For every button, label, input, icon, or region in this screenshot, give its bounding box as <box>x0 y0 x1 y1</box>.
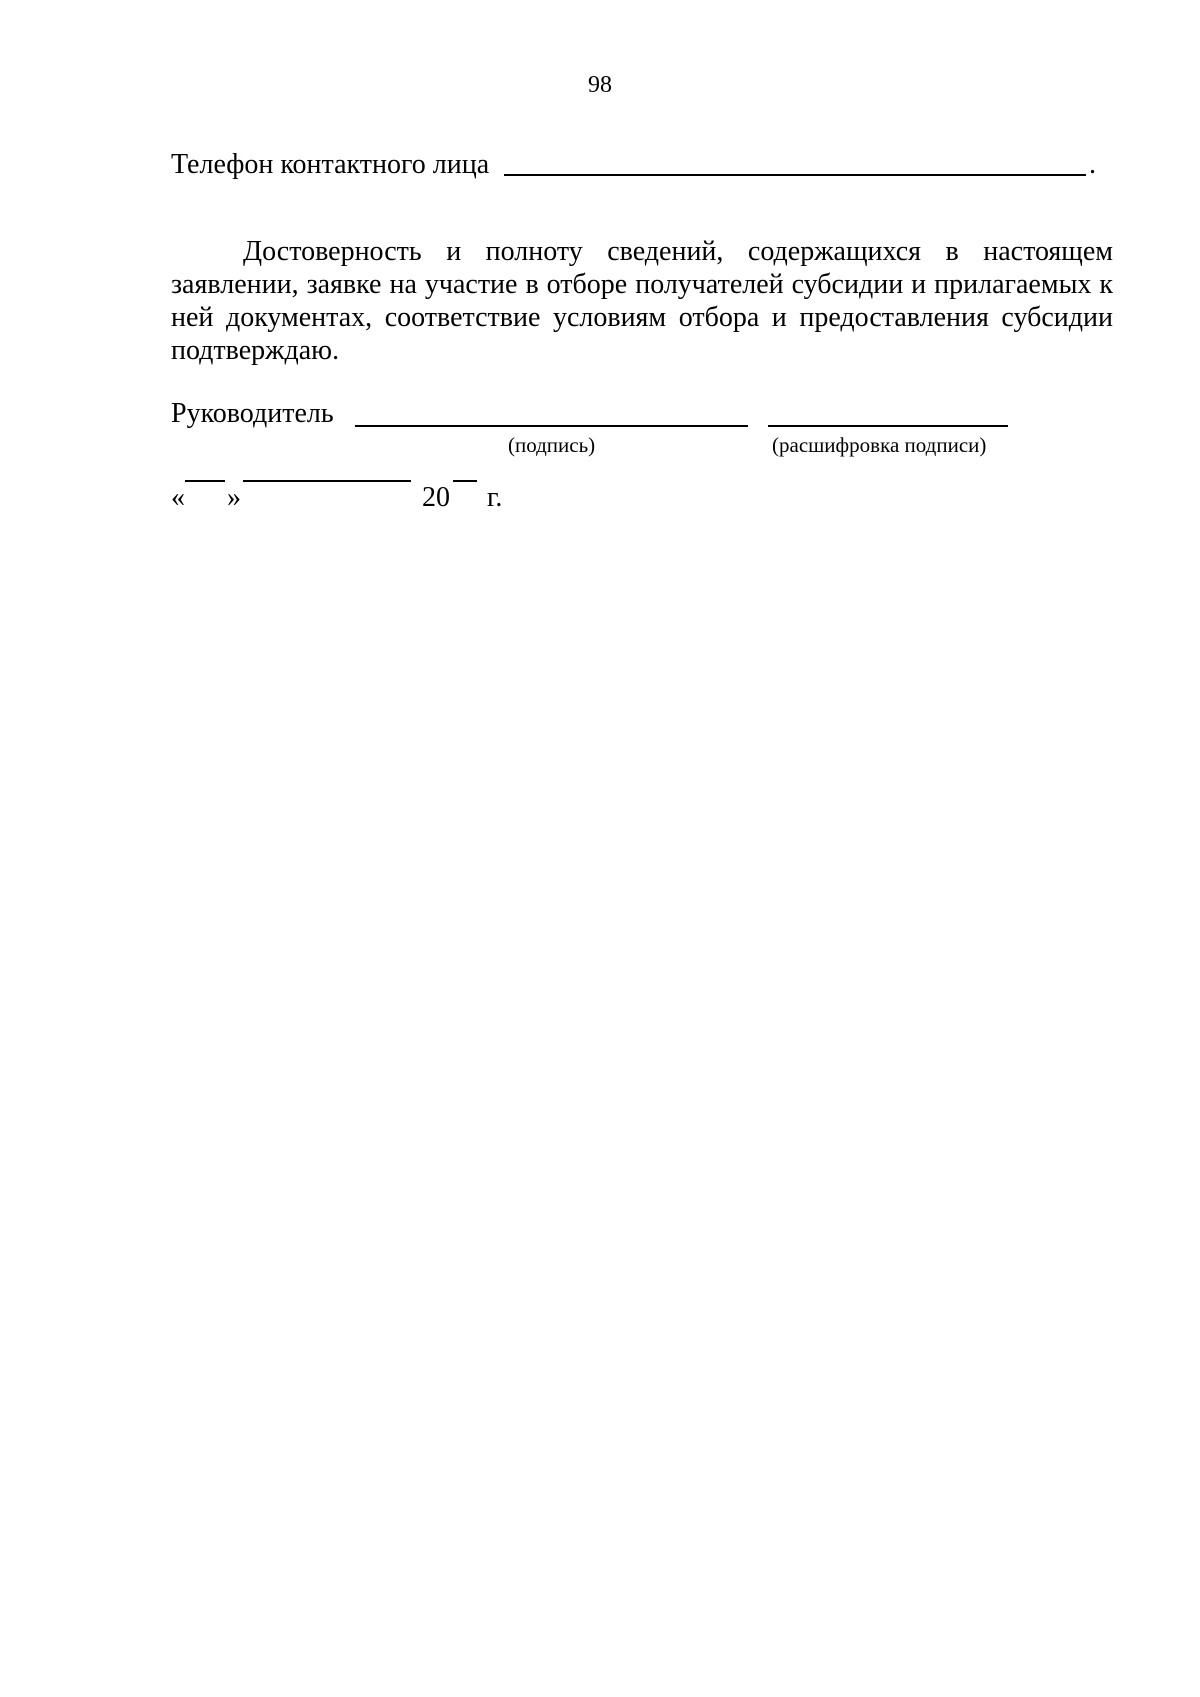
signature-row <box>171 396 1111 432</box>
date-year-blank[interactable] <box>453 480 477 482</box>
contact-phone-end-mark: . <box>1089 149 1096 180</box>
signature-decode-caption: (расшифровка подписи) <box>772 433 987 457</box>
date-month-blank[interactable] <box>243 480 411 482</box>
date-close-quote: » <box>227 482 241 513</box>
contact-phone-row <box>171 147 1111 183</box>
manager-label: Руководитель <box>171 398 334 429</box>
signature-caption: (подпись) <box>508 433 596 457</box>
signature-blank-line[interactable] <box>355 425 748 427</box>
contact-phone-label: Телефон контактного лица <box>171 149 490 180</box>
date-year-suffix: г. <box>487 482 503 513</box>
signature-decode-blank-line[interactable] <box>768 425 1008 427</box>
date-open-quote: « <box>171 482 185 513</box>
contact-phone-blank-line[interactable] <box>504 174 1086 176</box>
date-day-blank[interactable] <box>185 480 225 482</box>
date-year-prefix: 20 <box>422 482 450 513</box>
confirmation-statement: Достоверность и полноту сведений, содержащихся в настоящем заявлении, заявке на участие в отборе получателей субсидии и прилагаемых к ней документах, соответствие условиям отбора и предоставления субсидии подтверждаю. <box>171 236 1113 366</box>
page-number: 98 <box>588 72 612 98</box>
